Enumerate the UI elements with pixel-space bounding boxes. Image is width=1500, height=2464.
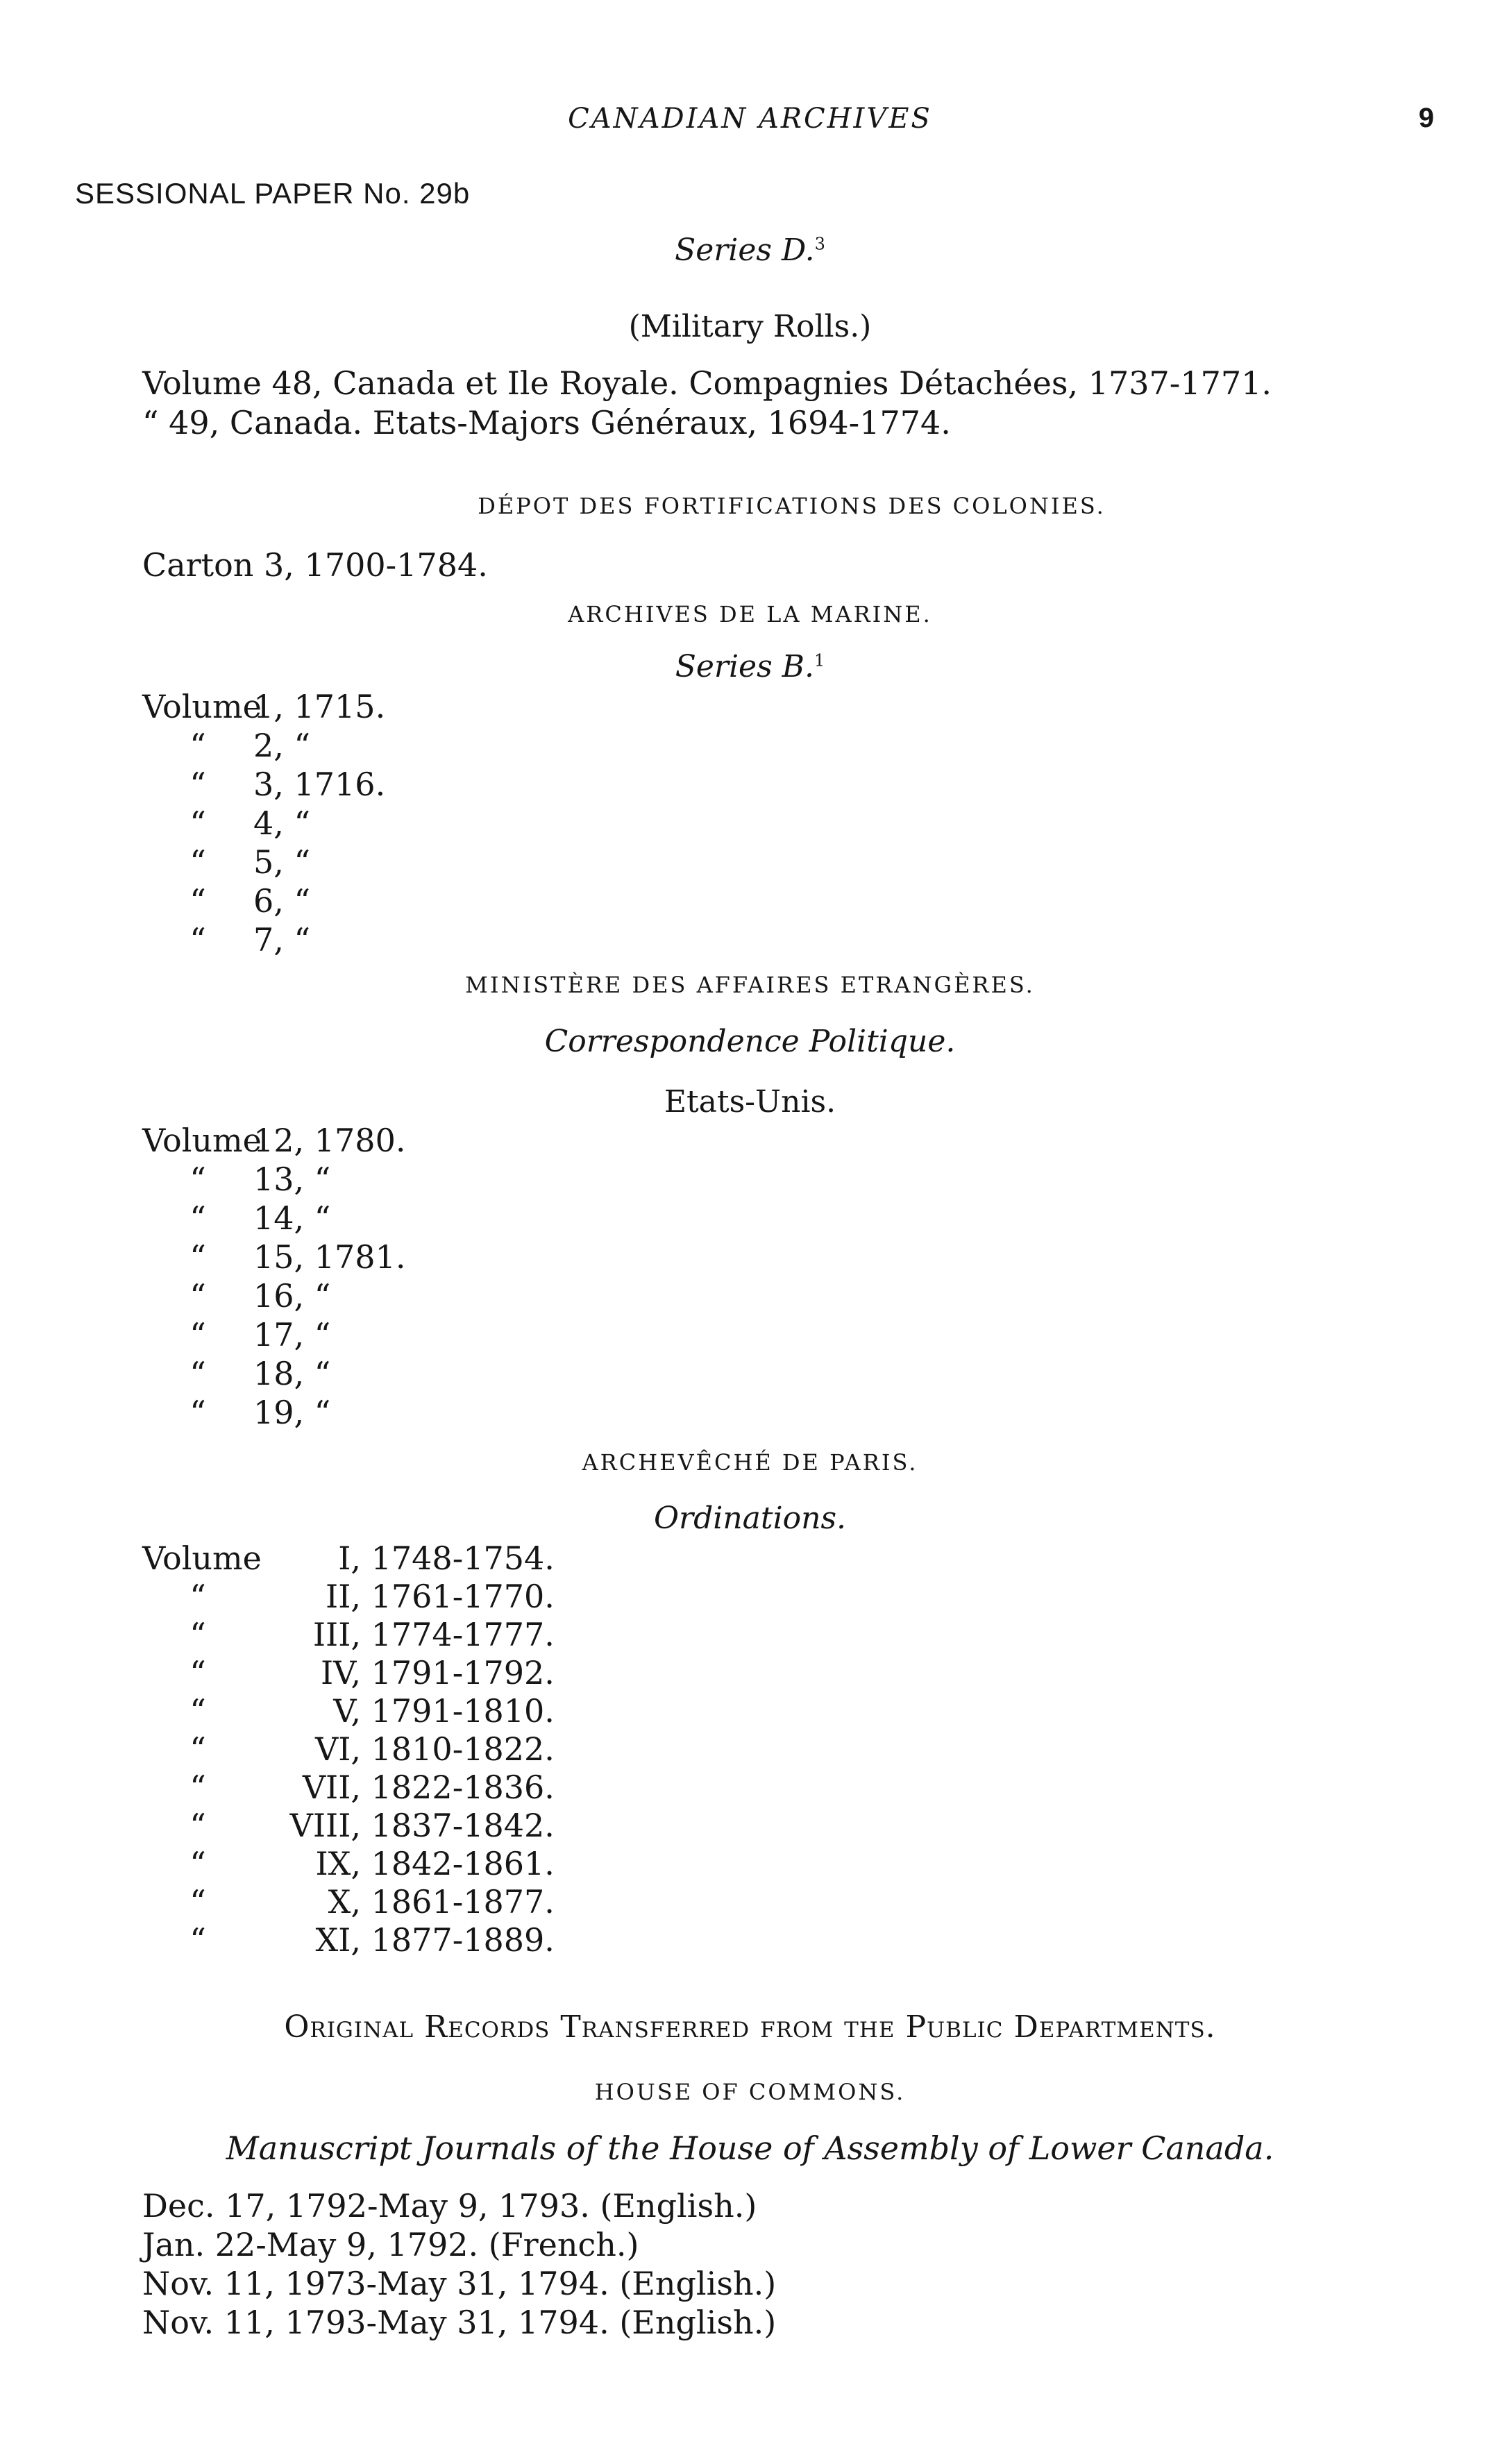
list-item: “ 3, 1716. xyxy=(189,766,386,803)
running-title: CANADIAN ARCHIVES xyxy=(568,103,932,135)
list-item: Nov. 11, 1973-May 31, 1794. (English.) xyxy=(142,2265,777,2302)
list-item: “ IX, 1842-1861. xyxy=(189,1845,555,1882)
list-item: “ 13, “ xyxy=(189,1161,331,1198)
list-item: “ IV, 1791-1792. xyxy=(189,1654,555,1691)
series-d-sup: 3 xyxy=(814,234,825,254)
list-item: “ 7, “ xyxy=(189,921,311,959)
list-item: “ 19, “ xyxy=(189,1394,331,1431)
list-item: “ 2, “ xyxy=(189,727,311,764)
ordinations-heading: Ordinations. xyxy=(653,1501,847,1536)
archeveche-heading: ARCHEVÊCHÉ DE PARIS. xyxy=(582,1449,918,1476)
depot-heading: DÉPOT DES FORTIFICATIONS DES COLONIES. xyxy=(478,493,1106,519)
list-item: “ 14, “ xyxy=(189,1199,331,1237)
carton-line: Carton 3, 1700-1784. xyxy=(142,546,488,584)
house-of-commons-heading: HOUSE OF COMMONS. xyxy=(594,2079,906,2105)
list-item: Volume I, 1748-1754. xyxy=(142,1539,555,1577)
list-item: Dec. 17, 1792-May 9, 1793. (English.) xyxy=(142,2187,757,2225)
series-b-sup: 1 xyxy=(814,650,825,670)
list-item: “ VIII, 1837-1842. xyxy=(189,1807,555,1844)
series-d-line-2: “ 49, Canada. Etats-Majors Généraux, 1694-1774. xyxy=(142,404,951,441)
list-item: “ 4, “ xyxy=(189,804,311,842)
list-item: “ II, 1761-1770. xyxy=(189,1578,555,1615)
list-item: “ III, 1774-1777. xyxy=(189,1616,555,1653)
marine-heading: ARCHIVES DE LA MARINE. xyxy=(568,601,932,627)
affaires-heading: MINISTÈRE DES AFFAIRES ETRANGÈRES. xyxy=(465,972,1035,998)
list-item: “ XI, 1877-1889. xyxy=(189,1921,555,1959)
list-item: “ X, 1861-1877. xyxy=(189,1883,555,1921)
list-item: Volume12, 1780. xyxy=(142,1122,406,1159)
manuscript-journals-heading: Manuscript Journals of the House of Assembly of Lower Canada. xyxy=(226,2129,1274,2167)
list-item: “ 15, 1781. xyxy=(189,1238,406,1276)
etats-unis-heading: Etats-Unis. xyxy=(664,1084,836,1120)
list-item: “ V, 1791-1810. xyxy=(189,1692,555,1730)
series-d-line-1: Volume 48, Canada et Ile Royale. Compagnies Détachées, 1737-1771. xyxy=(142,364,1272,402)
sessional-paper-label: SESSIONAL PAPER No. 29b xyxy=(75,177,471,210)
ordinations-volume-list xyxy=(142,1539,555,1959)
series-d-heading xyxy=(0,233,1500,268)
list-item: Volume1, 1715. xyxy=(142,688,386,725)
affaires-volume-list xyxy=(142,1121,405,1432)
list-item: “ VI, 1810-1822. xyxy=(189,1730,555,1768)
series-b-title: Series B. xyxy=(675,649,814,684)
page-number: 9 xyxy=(1418,103,1434,133)
correspondence-heading: Correspondence Politique. xyxy=(544,1024,956,1059)
journal-entry-list xyxy=(142,2186,776,2342)
series-b-heading xyxy=(0,649,1500,684)
list-item: Nov. 11, 1793-May 31, 1794. (English.) xyxy=(142,2304,777,2341)
list-item: Jan. 22-May 9, 1792. (French.) xyxy=(142,2226,639,2263)
military-rolls-subtitle: (Military Rolls.) xyxy=(628,309,872,344)
list-item: “ 17, “ xyxy=(189,1316,331,1353)
marine-volume-list xyxy=(142,687,385,959)
list-item: “ 16, “ xyxy=(189,1277,331,1315)
list-item: “ VII, 1822-1836. xyxy=(189,1769,555,1806)
list-item: “ 5, “ xyxy=(189,843,311,881)
original-records-heading: Original Records Transferred from the Public Departments. xyxy=(284,2009,1216,2045)
list-item: “ 18, “ xyxy=(189,1355,331,1392)
list-item: “ 6, “ xyxy=(189,882,311,920)
series-d-title: Series D. xyxy=(675,233,815,268)
